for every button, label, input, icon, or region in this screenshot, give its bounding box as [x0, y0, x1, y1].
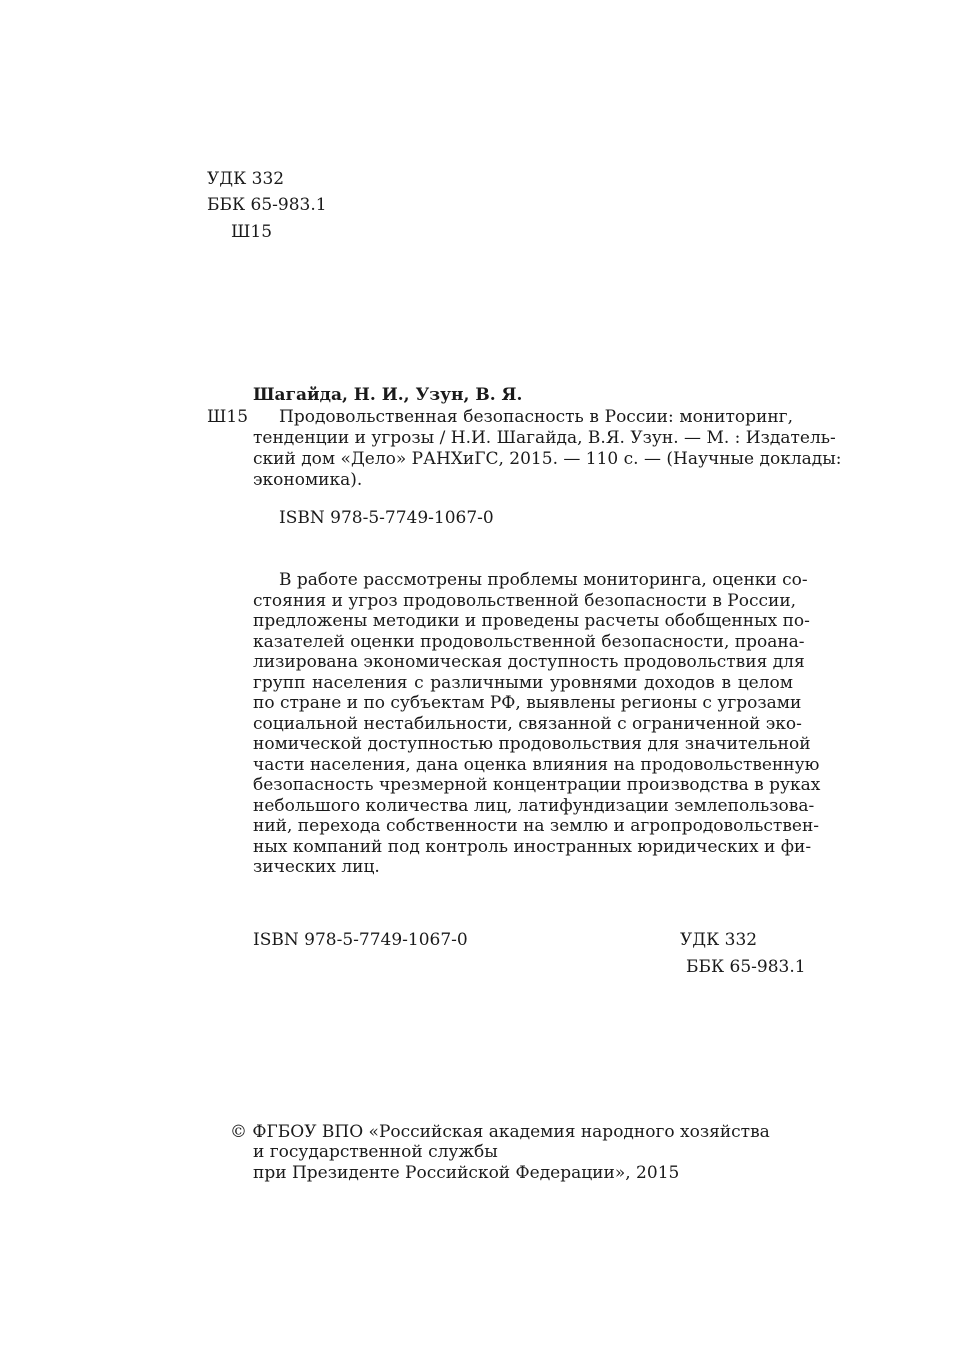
- authors-heading: Шагайда, Н. И., Узун, В. Я.: [253, 385, 523, 405]
- abstract-line: лизирована экономическая доступность продовольствия для: [253, 652, 805, 672]
- copyright-line: © ФГБОУ ВПО «Российская академия народного хозяйства: [230, 1122, 770, 1142]
- author-code-margin: Ш15: [207, 407, 249, 427]
- bbk-code: ББК 65-983.1: [207, 195, 327, 215]
- abstract-line: групп населения с различными уровнями доходов в целом: [253, 672, 793, 693]
- author-code: Ш15: [231, 222, 273, 242]
- biblio-line: ский дом «Дело» РАНХиГС, 2015. — 110 с. — (Научные доклады:: [253, 449, 842, 469]
- udk-code-footer: УДК 332: [680, 930, 758, 950]
- abstract-line: номической доступностью продовольствия для значительной: [253, 734, 811, 754]
- abstract-line: ных компаний под контроль иностранных юридических и фи-: [253, 836, 812, 857]
- biblio-line: тенденции и угрозы / Н.И. Шагайда, В.Я. Узун. — М. : Издатель-: [253, 428, 836, 448]
- udk-code: УДК 332: [207, 169, 285, 189]
- abstract-line: части населения, дана оценка влияния на продовольственную: [253, 754, 820, 775]
- copyright-line: и государственной службы: [253, 1142, 498, 1162]
- abstract-line: стояния и угроз продовольственной безопасности в России,: [253, 590, 797, 611]
- abstract-line: зических лиц.: [253, 857, 380, 877]
- abstract-line: по стране и по субъектам РФ, выявлены регионы с угрозами: [253, 693, 802, 713]
- abstract-line: безопасность чрезмерной концентрации производства в руках: [253, 775, 821, 795]
- copyright-line: при Президенте Российской Федерации», 2015: [253, 1163, 680, 1183]
- isbn-footer: ISBN 978-5-7749-1067-0: [253, 930, 468, 950]
- abstract-line: предложены методики и проведены расчеты обобщенных по-: [253, 611, 810, 631]
- isbn: ISBN 978-5-7749-1067-0: [279, 508, 494, 528]
- abstract-line: В работе рассмотрены проблемы мониторинга, оценки со-: [279, 570, 808, 590]
- abstract-line: небольшого количества лиц, латифундизации землепользова-: [253, 795, 815, 816]
- abstract-line: казателей оценки продовольственной безопасности, проана-: [253, 631, 805, 652]
- bbk-code-footer: ББК 65-983.1: [686, 957, 806, 977]
- biblio-line: экономика).: [253, 470, 363, 490]
- abstract-line: ний, перехода собственности на землю и агропродовольствен-: [253, 816, 820, 836]
- biblio-line: Продовольственная безопасность в России: мониторинг,: [279, 407, 793, 427]
- abstract-line: социальной нестабильности, связанной с ограниченной эко-: [253, 713, 802, 734]
